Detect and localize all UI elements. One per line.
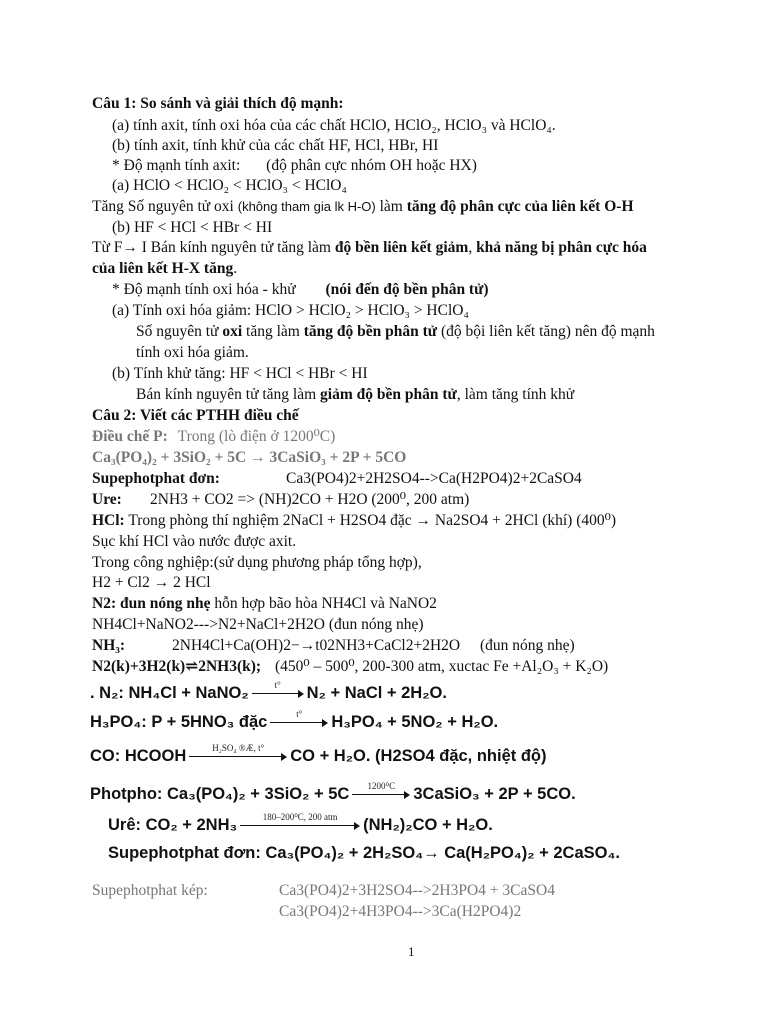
double-superphosphate-eq-2: Ca3(PO4)2+4H3PO4-->3Ca(H2PO4)2 bbox=[279, 903, 522, 920]
urea-equation: 2NH3 + CO2 => (NH)2CO + H2O (200⁰, 200 atm) bbox=[150, 491, 470, 508]
red-exp-a: Bán kính nguyên tử tăng làm bbox=[136, 386, 317, 403]
oxidation-order: (a) Tính oxi hóa giảm: HClO > HClO₂ > HClO₃ > HClO₄ bbox=[112, 302, 469, 319]
haber-equation: N2(k)+3H2(k)⇌2NH3(k); bbox=[92, 658, 262, 675]
reduction-explanation bbox=[136, 385, 574, 405]
eq-urea-products: (NH₂)₂CO + H₂O. bbox=[363, 816, 493, 834]
double-superphosphate-eq-1: Ca3(PO4)2+3H2SO4-->2H3PO4 + 3CaSO4 bbox=[279, 882, 555, 899]
eq-phot-condition: 1200⁰C bbox=[367, 781, 396, 791]
nh3-equation: 2NH4Cl+Ca(OH)2−→t02NH3+CaCl2+2H2O bbox=[172, 637, 461, 654]
nh3-equation-line bbox=[172, 636, 575, 656]
question-1-title: Câu 1: So sánh và giải thích độ mạnh: bbox=[92, 95, 344, 112]
q1-part-a: (a) tính axit, tính oxi hóa của các chất HClO, HClO₂, HClO₃ và HClO₄. bbox=[112, 117, 556, 134]
eq-phot-reactants: Photpho: Ca₃(PO₄)₂ + 3SiO₂ + 5C bbox=[90, 785, 350, 803]
urea-line bbox=[92, 490, 122, 510]
oxygen-bold: tăng độ phân cực của liên kết O-H bbox=[406, 198, 634, 215]
halogen-bold-3: của liên kết H-X tăng bbox=[92, 260, 234, 277]
reaction-arrow-icon bbox=[352, 781, 410, 800]
n2-line bbox=[92, 594, 437, 614]
reduction-order: (b) Tính khử tăng: HF < HCl < HBr < HI bbox=[112, 365, 368, 382]
urea-label: Ure: bbox=[92, 491, 122, 508]
reaction-arrow-icon bbox=[270, 709, 328, 728]
halogen-explanation-2 bbox=[92, 259, 237, 279]
haber-line bbox=[92, 657, 608, 677]
phosphorus-label: Điều chế P: bbox=[92, 428, 168, 445]
redox-heading: * Độ mạnh tính oxi hóa - khử bbox=[112, 281, 296, 298]
eq-co-reactants: CO: HCOOH bbox=[90, 747, 187, 765]
hcl-line-4: H2 + Cl2 → 2 HCl bbox=[92, 574, 211, 591]
eq-co-products: CO + H₂O. (H2SO4 đặc, nhiệt độ) bbox=[290, 747, 547, 765]
halogen-bold-1: độ bền liên kết giảm bbox=[334, 239, 469, 256]
hcl-label: HCl: bbox=[92, 512, 125, 529]
eq-phot-products: 3CaSiO₃ + 2P + 5CO. bbox=[413, 785, 576, 803]
hcl-line bbox=[92, 511, 616, 531]
oxygen-explanation bbox=[92, 197, 634, 217]
acid-strength-heading: * Độ mạnh tính axit: bbox=[112, 157, 241, 174]
n2-bold: đun nóng nhẹ bbox=[119, 595, 211, 612]
redox-note: (nói đến độ bền phân tử) bbox=[325, 281, 489, 298]
phosphorus-note: Trong (lò điện ở 1200⁰C) bbox=[177, 428, 336, 445]
n2-equation: NH4Cl+NaNO2--->N2+NaCl+2H2O (đun nóng nhẹ) bbox=[92, 616, 424, 633]
eq-superphosphate: Supephotphat đơn: Ca₃(PO₄)₂ + 2H₂SO₄→ Ca(H₂PO₄)₂ + 2CaSO₄. bbox=[108, 844, 620, 862]
n2-text: hỗn hợp bão hòa NH4Cl và NaNO2 bbox=[214, 595, 437, 612]
superphosphate-line bbox=[92, 469, 220, 489]
ox-exp-e: (độ bội liên kết tăng) nên độ mạnh bbox=[440, 323, 655, 340]
page-number: 1 bbox=[408, 944, 415, 959]
red-exp-c: , làm tăng tính khử bbox=[456, 386, 575, 403]
ox-exp-a: Số nguyên tử bbox=[136, 323, 219, 340]
oxidation-explanation-2: tính oxi hóa giảm. bbox=[136, 344, 249, 361]
oxygen-lead: Tăng Số nguyên tử oxi bbox=[92, 198, 234, 215]
halogen-end: . bbox=[233, 260, 238, 277]
eq-n2-condition: t° bbox=[274, 680, 281, 690]
eq-co-condition: H₂SO₄ ®Æ, t° bbox=[212, 743, 265, 753]
eq-urea-reactants: Urê: CO₂ + 2NH₃ bbox=[108, 816, 238, 834]
hcl-line-2: Sục khí HCl vào nước được axit. bbox=[92, 533, 297, 550]
halogen-sep: , bbox=[468, 239, 473, 256]
superphosphate-equation: Ca3(PO4)2+2H2SO4-->Ca(H2PO4)2+2CaSO4 bbox=[286, 470, 582, 487]
reaction-arrow-icon bbox=[240, 812, 360, 831]
halogen-lead: Từ F→ I Bán kính nguyên tử tăng làm bbox=[92, 239, 331, 256]
phosphorus-equation: Ca₃(PO₄)₂ + 3SiO₂ + 5C → 3CaSiO₃ + 2P + 5CO bbox=[92, 449, 407, 466]
eq-phosphorus bbox=[90, 781, 576, 804]
ox-exp-c: tăng làm bbox=[246, 323, 300, 340]
eq-urea-condition: 180–200⁰C, 200 atm bbox=[262, 812, 338, 822]
halogen-explanation-1 bbox=[92, 238, 647, 258]
nh3-note: (đun nóng nhẹ) bbox=[480, 637, 575, 654]
double-superphosphate-label: Supephotphat kép: bbox=[92, 882, 208, 899]
acid-order-a: (a) HClO < HClO₂ < HClO₃ < HClO₄ bbox=[112, 177, 347, 194]
eq-n2-reactants: . N₂: NH₄Cl + NaNO₂ bbox=[90, 684, 249, 702]
eq-h3po4 bbox=[90, 709, 499, 732]
oxygen-small-note: (không tham gia lk H-O) bbox=[237, 199, 376, 214]
redox-heading-line bbox=[112, 280, 489, 300]
eq-n2 bbox=[90, 680, 447, 703]
nh3-line bbox=[92, 636, 125, 656]
phosphorus-heading bbox=[92, 427, 335, 447]
oxygen-mid: làm bbox=[379, 198, 403, 215]
eq-n2-products: N₂ + NaCl + 2H₂O. bbox=[306, 684, 447, 702]
nh3-label: NH₃: bbox=[92, 637, 126, 654]
haber-conditions: (450⁰ – 500⁰, 200-300 atm, xuctac Fe +Al₂O₃ + K₂O) bbox=[274, 658, 609, 675]
eq-h3po4-condition: t° bbox=[296, 709, 303, 719]
reaction-arrow-icon bbox=[252, 680, 304, 699]
halogen-bold-2: khả năng bị phân cực hóa bbox=[476, 239, 647, 256]
eq-co bbox=[90, 743, 547, 766]
reaction-arrow-icon bbox=[189, 743, 287, 762]
eq-urea bbox=[108, 812, 493, 835]
q1-part-b: (b) tính axit, tính khử của các chất HF, HCl, HBr, HI bbox=[112, 137, 439, 154]
hcl-equation: Trong phòng thí nghiệm 2NaCl + H2SO4 đặc → Na2SO4 + 2HCl (khí) (400⁰) bbox=[128, 512, 617, 529]
hcl-line-3: Trong công nghiệp:(sử dụng phương pháp tổng hợp), bbox=[92, 554, 422, 571]
acid-strength-line bbox=[112, 156, 477, 176]
question-2-title: Câu 2: Viết các PTHH điều chế bbox=[92, 407, 299, 424]
eq-h3po4-products: H₃PO₄ + 5NO₂ + H₂O. bbox=[331, 713, 499, 731]
oxidation-explanation-1 bbox=[136, 322, 655, 342]
acid-strength-note: (độ phân cực nhóm OH hoặc HX) bbox=[266, 157, 477, 174]
acid-order-b: (b) HF < HCl < HBr < HI bbox=[112, 219, 273, 236]
eq-h3po4-reactants: H₃PO₄: P + 5HNO₃ đặc bbox=[90, 713, 268, 731]
superphosphate-label: Supephotphat đơn: bbox=[92, 470, 220, 487]
n2-label: N2: bbox=[92, 595, 117, 612]
ox-exp-d: tăng độ bền phân tử bbox=[303, 323, 438, 340]
red-exp-b: giảm độ bền phân tử bbox=[320, 386, 457, 403]
ox-exp-b: oxi bbox=[222, 323, 243, 340]
